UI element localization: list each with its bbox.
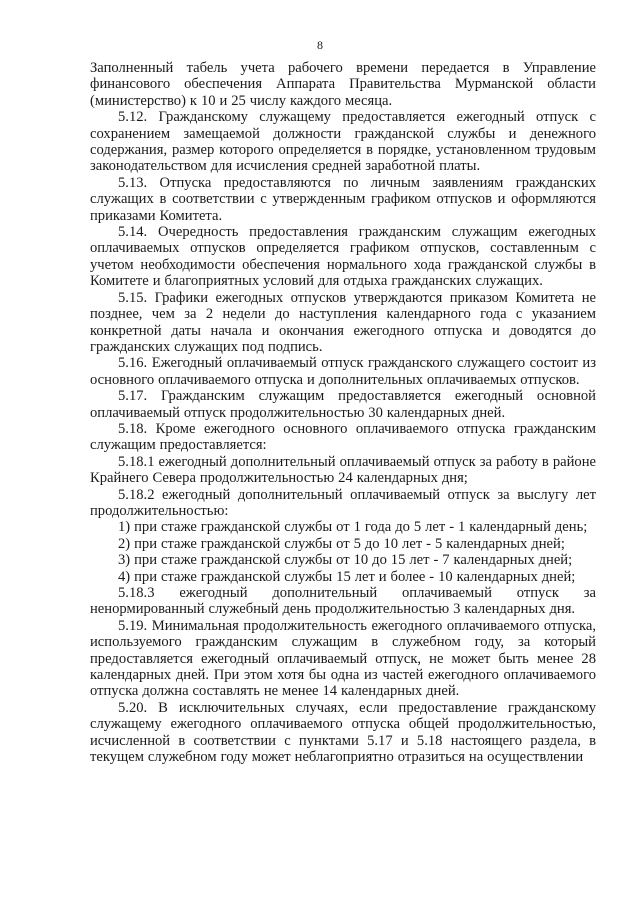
paragraph-5-14: 5.14. Очередность предоставления гражданским служащим ежегодных оплачиваемых отпусков определяется графиком отпусков, составленным с учетом необходимости обеспечения нормального хода гражданской службы в Комитете и благоприятных условий для отдыха гражданских служащих. [90, 224, 596, 290]
paragraph-5-19: 5.19. Минимальная продолжительность ежегодного оплачиваемого отпуска, используемого гражданским служащим в служебном году, за который предоставляется ежегодный оплачиваемый отпуск, не может быть менее 28 календарных дней. При этом хотя бы одна из частей ежегодного оплачиваемого отпуска должна составлять не менее 14 календарных дней. [90, 617, 596, 700]
paragraph-5-12: 5.12. Гражданскому служащему предоставляется ежегодный отпуск с сохранением замещаемой должности гражданской службы и денежного содержания, размер которого определяется в порядке, установленном трудовым законодательством для исчисления средней заработной платы. [90, 109, 596, 175]
list-item-2: 2) при стаже гражданской службы от 5 до 10 лет - 5 календарных дней; [118, 535, 565, 552]
paragraph-5-13: 5.13. Отпуска предоставляются по личным заявлениям гражданских служащих в соответствии с утвержденным графиком отпусков и оформляются приказами Комитета. [90, 174, 596, 224]
paragraph-5-18-2: 5.18.2 ежегодный дополнительный оплачиваемый отпуск за выслугу лет продолжительностью: [90, 486, 596, 519]
list-item-3: 3) при стаже гражданской службы от 10 до 15 лет - 7 календарных дней; [118, 552, 573, 569]
paragraph-5-18: 5.18. Кроме ежегодного основного оплачиваемого отпуска гражданским служащим предоставляется: [90, 420, 596, 454]
paragraph-5-20: 5.20. В исключительных случаях, если предоставление гражданскому служащему ежегодного оплачиваемого отпуска общей продолжительностью, исчисленной в соответствии с пунктами 5.17 и 5.18 настоящего раздела, в текущем служебном году может неблагоприятно отразиться на осуществлении [90, 699, 596, 766]
paragraph-5-18-1: 5.18.1 ежегодный дополнительный оплачиваемый отпуск за работу в районе Крайнего Севера продолжительностью 24 календарных дня; [90, 453, 596, 487]
paragraph-5-18-3: 5.18.3 ежегодный дополнительный оплачиваемый отпуск за ненормированный служебный день продолжительностью 3 календарных дня. [90, 585, 596, 618]
paragraph-timesheet: Заполненный табель учета рабочего времени передается в Управление финансового обеспечения Аппарата Правительства Мурманской области (министерство) к 10 и 25 числу каждого месяца. [90, 60, 596, 109]
paragraph-5-17: 5.17. Гражданским служащим предоставляется ежегодный основной оплачиваемый отпуск продолжительностью 30 календарных дней. [90, 388, 596, 421]
list-item-4: 4) при стаже гражданской службы 15 лет и более - 10 календарных дней; [118, 568, 576, 585]
document-body [90, 60, 596, 765]
paragraph-5-15: 5.15. Графики ежегодных отпусков утверждаются приказом Комитета не позднее, чем за 2 недели до наступления календарного года с указанием конкретной даты начала и окончания ежегодного отпуска и доводятся до гражданских служащих под подпись. [90, 289, 596, 355]
list-item-1: 1) при стаже гражданской службы от 1 года до 5 лет - 1 календарный день; [118, 519, 588, 536]
paragraph-5-16: 5.16. Ежегодный оплачиваемый отпуск гражданского служащего состоит из основного оплачиваемого отпуска и дополнительных оплачиваемых отпусков. [90, 355, 596, 388]
page-number: 8 [317, 38, 323, 52]
